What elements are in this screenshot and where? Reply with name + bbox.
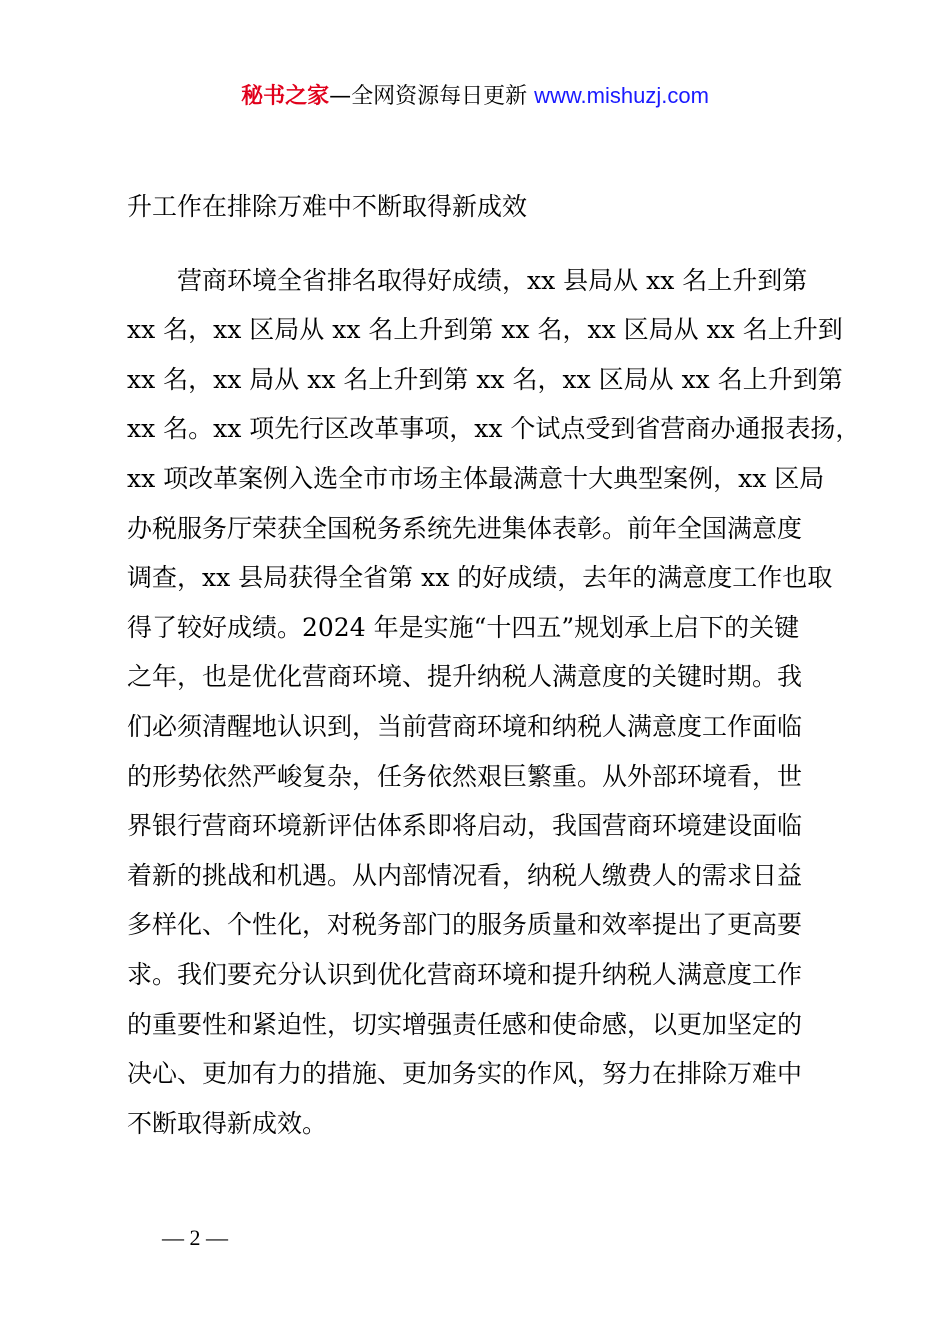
- text-line: 的重要性和紧迫性，切实增强责任感和使命感，以更加坚定的: [127, 1009, 803, 1039]
- site-tagline: —全网资源每日更新: [329, 84, 528, 109]
- text-line: 求。我们要充分认识到优化营商环境和提升纳税人满意度工作: [127, 959, 803, 989]
- text-line: 之年，也是优化营商环境、提升纳税人满意度的关键时期。我: [127, 662, 803, 692]
- text-line: 着新的挑战和机遇。从内部情况看，纳税人缴费人的需求日益: [127, 860, 803, 890]
- text-line: 决心、更加有力的措施、更加务实的作风，努力在排除万难中: [127, 1059, 803, 1089]
- site-url[interactable]: www.mishuzj.com: [534, 83, 709, 108]
- text-line: xx 名，xx 局从 xx 名上升到第 xx 名，xx 区局从 xx 名上升到第: [127, 364, 843, 394]
- site-brand: 秘书之家: [241, 84, 330, 109]
- text-line: xx 名。xx 项先行区改革事项，xx 个试点受到省营商办通报表扬，: [127, 414, 861, 444]
- text-line: xx 名，xx 区局从 xx 名上升到第 xx 名，xx 区局从 xx 名上升到: [127, 315, 843, 345]
- page-number: — 2 —: [162, 1225, 228, 1250]
- text-line: 营商环境全省排名取得好成绩，xx 县局从 xx 名上升到第: [127, 265, 808, 295]
- text-line: 升工作在排除万难中不断取得新成效: [127, 192, 528, 221]
- document-body: [127, 182, 861, 1148]
- site-header: [0, 80, 950, 113]
- text-line: 办税服务厅荣获全国税务系统先进集体表彰。前年全国满意度: [127, 513, 803, 543]
- text-line: 们必须清醒地认识到，当前营商环境和纳税人满意度工作面临: [127, 711, 803, 741]
- text-line: 调查，xx 县局获得全省第 xx 的好成绩，去年的满意度工作也取: [127, 563, 833, 593]
- text-line: 不断取得新成效。: [127, 1108, 328, 1138]
- text-line: 得了较好成绩。2024 年是实施“十四五”规划承上启下的关键: [127, 612, 800, 642]
- text-line: 多样化、个性化，对税务部门的服务质量和效率提出了更高要: [127, 910, 803, 940]
- text-line: 界银行营商环境新评估体系即将启动，我国营商环境建设面临: [127, 811, 803, 841]
- text-line: xx 项改革案例入选全市市场主体最满意十大典型案例，xx 区局: [127, 463, 825, 493]
- text-line: 的形势依然严峻复杂，任务依然艰巨繁重。从外部环境看，世: [127, 761, 803, 791]
